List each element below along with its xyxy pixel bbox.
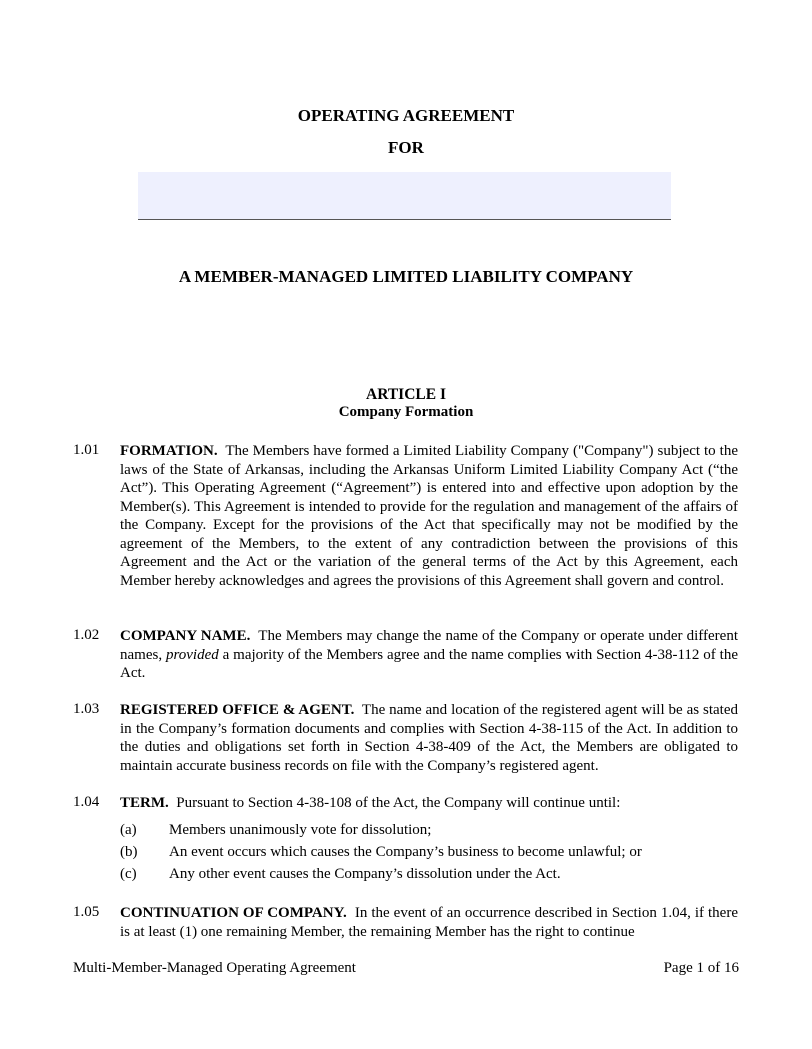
section-body xyxy=(120,627,738,683)
section-1-04 xyxy=(73,794,738,813)
document-title-for: FOR xyxy=(388,138,424,157)
section-text: The Members may change the name of the Company or operate under different names, xyxy=(120,628,738,663)
section-number: 1.05 xyxy=(73,904,100,920)
list-marker: (c) xyxy=(120,866,137,882)
article-name: Company Formation xyxy=(338,404,474,420)
section-text-emphasis: provided xyxy=(165,646,219,663)
footer-page-number: Page 1 of 16 xyxy=(663,960,739,976)
article-number: ARTICLE I xyxy=(366,386,446,403)
list-marker: (b) xyxy=(120,844,138,860)
section-number: 1.03 xyxy=(73,701,100,717)
document-title: OPERATING AGREEMENT xyxy=(297,106,515,125)
list-text: Any other event causes the Company’s dissolution under the Act. xyxy=(169,866,561,882)
list-item xyxy=(120,822,738,839)
section-text: Pursuant to Section 4-38-108 of the Act, the Company will continue until: xyxy=(176,795,621,811)
list-item xyxy=(120,866,738,883)
section-body xyxy=(120,442,738,590)
section-heading: REGISTERED OFFICE & AGENT. xyxy=(120,702,355,718)
section-text: The name and location of the registered agent will be as stated in the Company’s formation documents and complies with Section 4-38-115 of the Act. In addition to the duties and obligations set forth in Section 4-38-409 of the Act, the Members are obligated to maintain accurate business records on file with the Company’s registered agent. xyxy=(120,702,738,774)
section-1-01 xyxy=(73,442,738,590)
section-heading: COMPANY NAME. xyxy=(120,628,251,644)
company-name-field[interactable] xyxy=(138,172,671,220)
document-subtitle: A MEMBER-MANAGED LIMITED LIABILITY COMPANY xyxy=(178,267,634,286)
list-text: An event occurs which causes the Company’s business to become unlawful; or xyxy=(169,844,642,860)
footer-document-name: Multi-Member-Managed Operating Agreement xyxy=(73,960,356,976)
section-heading: CONTINUATION OF COMPANY. xyxy=(120,905,347,921)
section-body xyxy=(120,904,738,941)
section-1-03 xyxy=(73,701,738,775)
list-marker: (a) xyxy=(120,822,137,838)
section-1-02 xyxy=(73,627,738,683)
section-number: 1.02 xyxy=(73,627,100,643)
section-text-continued: a majority of the Members agree and the name complies with Section 4-38-112 of the Act. xyxy=(120,646,738,681)
list-item xyxy=(120,844,738,861)
section-text: In the event of an occurrence described in Section 1.04, if there is at least (1) one remaining Member, the remaining Member has the right to continue xyxy=(120,905,738,940)
section-heading: TERM. xyxy=(120,795,169,811)
section-body xyxy=(120,794,738,813)
section-number: 1.04 xyxy=(73,794,100,810)
section-text: The Members have formed a Limited Liability Company ("Company") subject to the laws of the State of Arkansas, including the Arkansas Uniform Limited Liability Company Act (“the Act”). This Operating Agreement (“Agreement”) is entered into and effective upon adoption by the Member(s). This Agreement is intended to provide for the regulation and management of the affairs of the Company. Except for the provisions of the Act that specifically may not be modified by the agreement of the Members, to the extent of any contradiction between the provisions of this Agreement and the Act or the variation of the general terms of the Act by this Agreement, each Member hereby acknowledges and agrees the provisions of this Agreement shall govern and control. xyxy=(120,443,738,589)
list-text: Members unanimously vote for dissolution; xyxy=(169,822,432,838)
section-heading: FORMATION. xyxy=(120,443,218,459)
section-body xyxy=(120,701,738,775)
section-1-05 xyxy=(73,904,738,941)
section-number: 1.01 xyxy=(73,442,100,458)
